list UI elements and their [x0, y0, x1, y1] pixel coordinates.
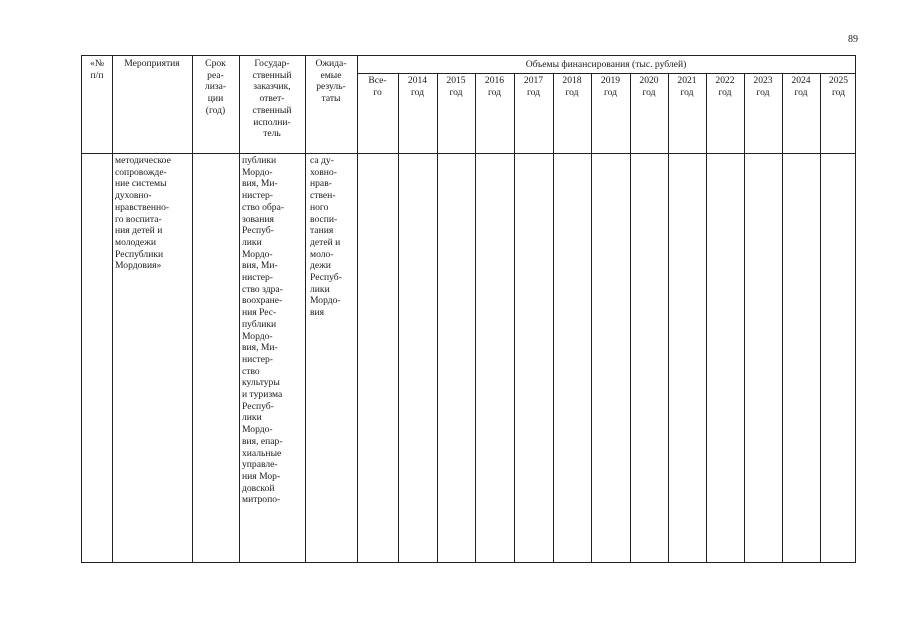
page-number: 89	[848, 34, 858, 45]
header-year-2016: 2016 год	[484, 75, 505, 98]
grid-line	[192, 56, 193, 562]
header-term: Срок реа- лиза- ции (год)	[204, 58, 227, 116]
grid-line	[591, 74, 592, 562]
header-year-2019: 2019 год	[600, 75, 621, 98]
header-year-2020: 2020 год	[639, 75, 659, 98]
header-year-2018: 2018 год	[562, 75, 582, 98]
grid-line	[744, 74, 745, 562]
grid-line	[706, 74, 707, 562]
header-year-2023: 2023 год	[753, 75, 773, 98]
grid-line	[475, 74, 476, 562]
header-year-2014: 2014 год	[407, 75, 428, 98]
grid-line	[398, 74, 399, 562]
header-year-2015: 2015 год	[446, 75, 466, 98]
row-event: методическое сопровожде- ние системы духовно- нравственно- го воспита- ния детей и молодежи Республики Мордовия»	[115, 155, 171, 272]
grid-line	[668, 74, 669, 562]
grid-line	[553, 74, 554, 562]
grid-line	[112, 56, 113, 562]
grid-line	[514, 74, 515, 562]
header-event: Мероприятия	[124, 58, 180, 69]
header-financing: Объемы финансирования (тыс. рублей)	[525, 59, 687, 70]
header-year-2021: 2021 год	[677, 75, 697, 98]
header-results: Ожида- емые резуль- таты	[315, 58, 347, 105]
header-customer: Государ- ственный заказчик, ответ- ственный исполни- тель	[252, 58, 292, 140]
grid-line	[820, 74, 821, 562]
grid-line	[82, 153, 855, 154]
row-customer: публики Мордо- вия, Ми- нистер- ство обра- зования Респуб- лики Мордо- вия, Ми- нистер- ство здра- воохране- ния Рес- публики Мордо- вия, Ми- нистер- ство культуры и туризма Респуб- лики Мордо- вия, епар- хиальные управле- ния Мор- довской митропо-	[242, 155, 285, 506]
financing-table	[81, 55, 856, 563]
grid-line	[305, 56, 306, 562]
grid-line	[357, 56, 358, 562]
grid-line	[630, 74, 631, 562]
header-total: Все- го	[368, 75, 387, 98]
header-year-2022: 2022 год	[715, 75, 735, 98]
grid-line	[357, 73, 855, 74]
grid-line	[782, 74, 783, 562]
grid-line	[437, 74, 438, 562]
header-number: «№ п/п	[90, 58, 104, 81]
row-results: са ду- ховно- нрав- ствен- ного воспи- тания детей и моло- дежи Респуб- лики Мордо- вия	[310, 155, 342, 319]
header-year-2017: 2017 год	[523, 75, 544, 98]
header-year-2025: 2025 год	[828, 75, 849, 98]
header-year-2024: 2024 год	[791, 75, 811, 98]
